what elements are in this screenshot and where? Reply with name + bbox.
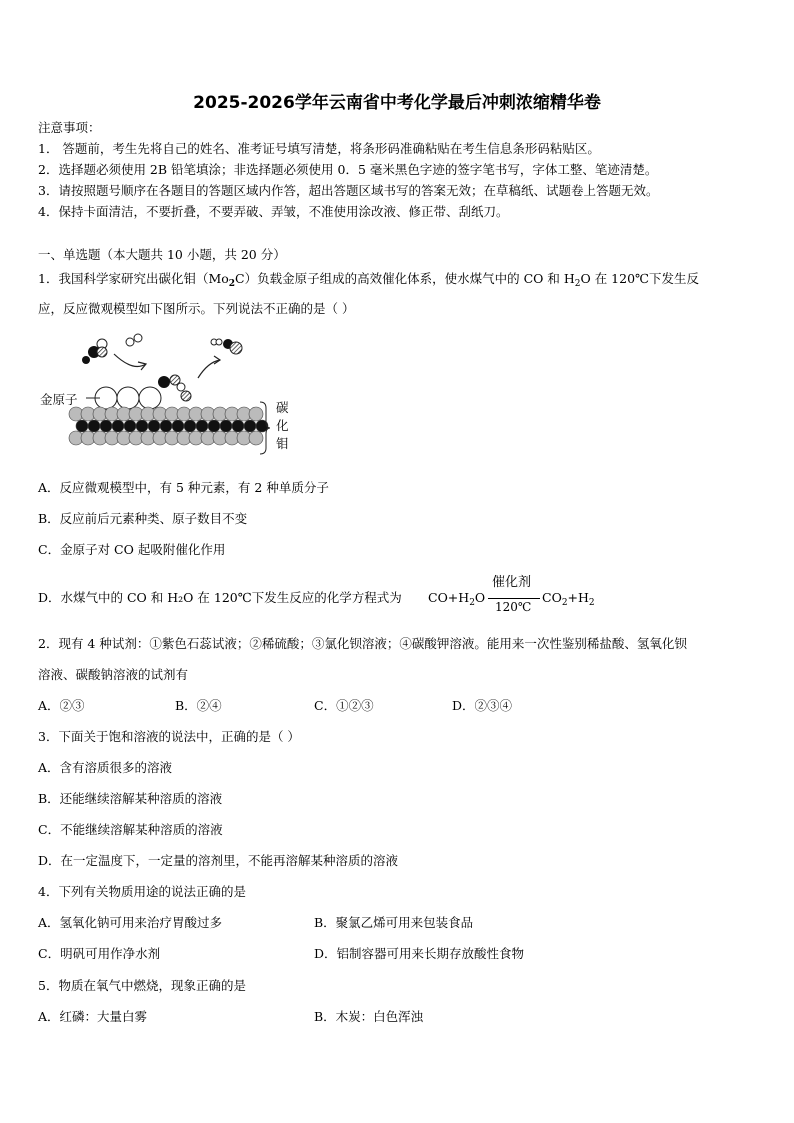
support-atom — [136, 420, 148, 432]
q2-option-c: C．①②③ — [314, 698, 374, 713]
notes-heading: 注意事项： — [38, 120, 101, 135]
note-item-4: 4．保持卡面清洁，不要折叠，不要弄破、弄皱，不准使用涂改液、修正带、刮纸刀。 — [38, 204, 509, 219]
q1-option-c: C．金原子对 CO 起吸附催化作用 — [38, 542, 226, 557]
q3-option-d: D．在一定温度下，一定量的溶剂里，不能再溶解某种溶质的溶液 — [38, 853, 399, 868]
support-atom — [232, 420, 244, 432]
q1-stem-line2: 应，反应微观模型如下图所示。下列说法不正确的是（ ） — [38, 301, 355, 316]
section-heading: 一、单选题（本大题共 10 小题，共 20 分） — [38, 247, 286, 262]
q2-option-b: B．②④ — [175, 698, 222, 713]
q2-stem-line2: 溶液、碳酸钠溶液的试剂有 — [38, 667, 189, 682]
q2-option-d: D．②③④ — [452, 698, 513, 713]
q1-stem-a: 1．我国科学家研究出碳化钼（Mo — [38, 271, 229, 286]
carbide-support — [69, 407, 268, 445]
support-atom — [88, 420, 100, 432]
eq-right: $CO_2+H_2$ — [542, 590, 595, 608]
q1-option-d: D．水煤气中的 CO 和 H₂O 在 120℃下发生反应的化学方程式为 — [38, 590, 402, 605]
q2-options — [38, 698, 512, 714]
page-title: 2025-2026学年云南省中考化学最后冲刺浓缩精华卷 — [193, 93, 601, 113]
q5-stem: 5．物质在氧气中燃烧，现象正确的是 — [38, 978, 246, 993]
support-atom — [249, 431, 263, 445]
q1-option-b: B．反应前后元素种类、原子数目不变 — [38, 511, 248, 526]
q4-option-a: A．氢氧化钠可用来治疗胃酸过多 — [38, 915, 223, 930]
q2-stem-line1: 2．现有 4 种试剂：①紫色石蕊试液；②稀硫酸；③氯化钡溶液；④碳酸钾溶液。能用来一次性鉴别稀盐酸、氢氧化钡 — [38, 636, 687, 651]
eq-arrow-line — [488, 598, 540, 599]
eq-catalyst: 催化剂 — [492, 575, 532, 590]
support-atom — [244, 420, 256, 432]
chemical-equation — [428, 571, 603, 621]
eq-temperature: 120℃ — [495, 600, 532, 614]
q1-option-a: A．反应微观模型中，有 5 种元素，有 2 种单质分子 — [38, 480, 329, 495]
support-atom — [124, 420, 136, 432]
q3-stem: 3．下面关于饱和溶液的说法中，正确的是（ ） — [38, 729, 300, 744]
q4-stem: 4．下列有关物质用途的说法正确的是 — [38, 884, 246, 899]
support-atom — [220, 420, 232, 432]
support-atom — [249, 407, 263, 421]
q5-option-b: B．木炭：白色浑浊 — [314, 1009, 424, 1024]
support-atom — [76, 420, 88, 432]
q2-option-a: A．②③ — [38, 698, 85, 713]
fig-label-side-1: 碳 — [276, 400, 289, 415]
note-item-2: 2．选择题必须使用 2B 铅笔填涂；非选择题必须使用 0．5 毫米黑色字迹的签字笔书写，字体工整、笔迹清楚。 — [38, 162, 658, 177]
support-atom — [112, 420, 124, 432]
eq-left: $CO+H_2O$ — [428, 590, 486, 608]
support-atom — [184, 420, 196, 432]
gold-atoms — [95, 387, 161, 409]
q3-option-a: A．含有溶质很多的溶液 — [38, 760, 173, 775]
support-atom — [160, 420, 172, 432]
q4-option-b: B．聚氯乙烯可用来包装食品 — [314, 915, 474, 930]
support-atom — [100, 420, 112, 432]
fig-label-gold: 金原子 — [40, 392, 78, 407]
fig-label-side-2: 化 — [276, 418, 289, 433]
note-item-3: 3．请按照题号顺序在各题目的答题区域内作答，超出答题区域书写的答案无效；在草稿纸、试题卷上答题无效。 — [38, 183, 659, 198]
q1-stem-sub2: 2 — [574, 279, 581, 289]
support-atom — [172, 420, 184, 432]
q1-stem-line1 — [38, 271, 699, 292]
q3-option-b: B．还能继续溶解某种溶质的溶液 — [38, 791, 223, 806]
support-atom — [196, 420, 208, 432]
arrow-down — [114, 354, 146, 366]
q1-stem-sub: 2 — [228, 279, 236, 289]
q3-option-c: C．不能继续溶解某种溶质的溶液 — [38, 822, 223, 837]
q4-option-c: C．明矾可用作净水剂 — [38, 946, 161, 961]
q1-stem-b: C）负载金原子组成的高效催化体系，使水煤气中的 CO 和 H — [235, 271, 575, 286]
support-atom — [208, 420, 220, 432]
note-item-1: 1． 答题前，考生先将自己的姓名、准考证号填写清楚，将条形码准确粘贴在考生信息条形码粘贴区。 — [38, 141, 600, 156]
fig-label-side-3: 钼 — [276, 436, 289, 451]
support-atom — [148, 420, 160, 432]
q5-option-a: A．红磷：大量白雾 — [38, 1009, 148, 1024]
q4-option-d: D．铝制容器可用来长期存放酸性食物 — [314, 946, 525, 961]
q1-stem-c: O 在 120℃下发生反 — [580, 271, 700, 286]
